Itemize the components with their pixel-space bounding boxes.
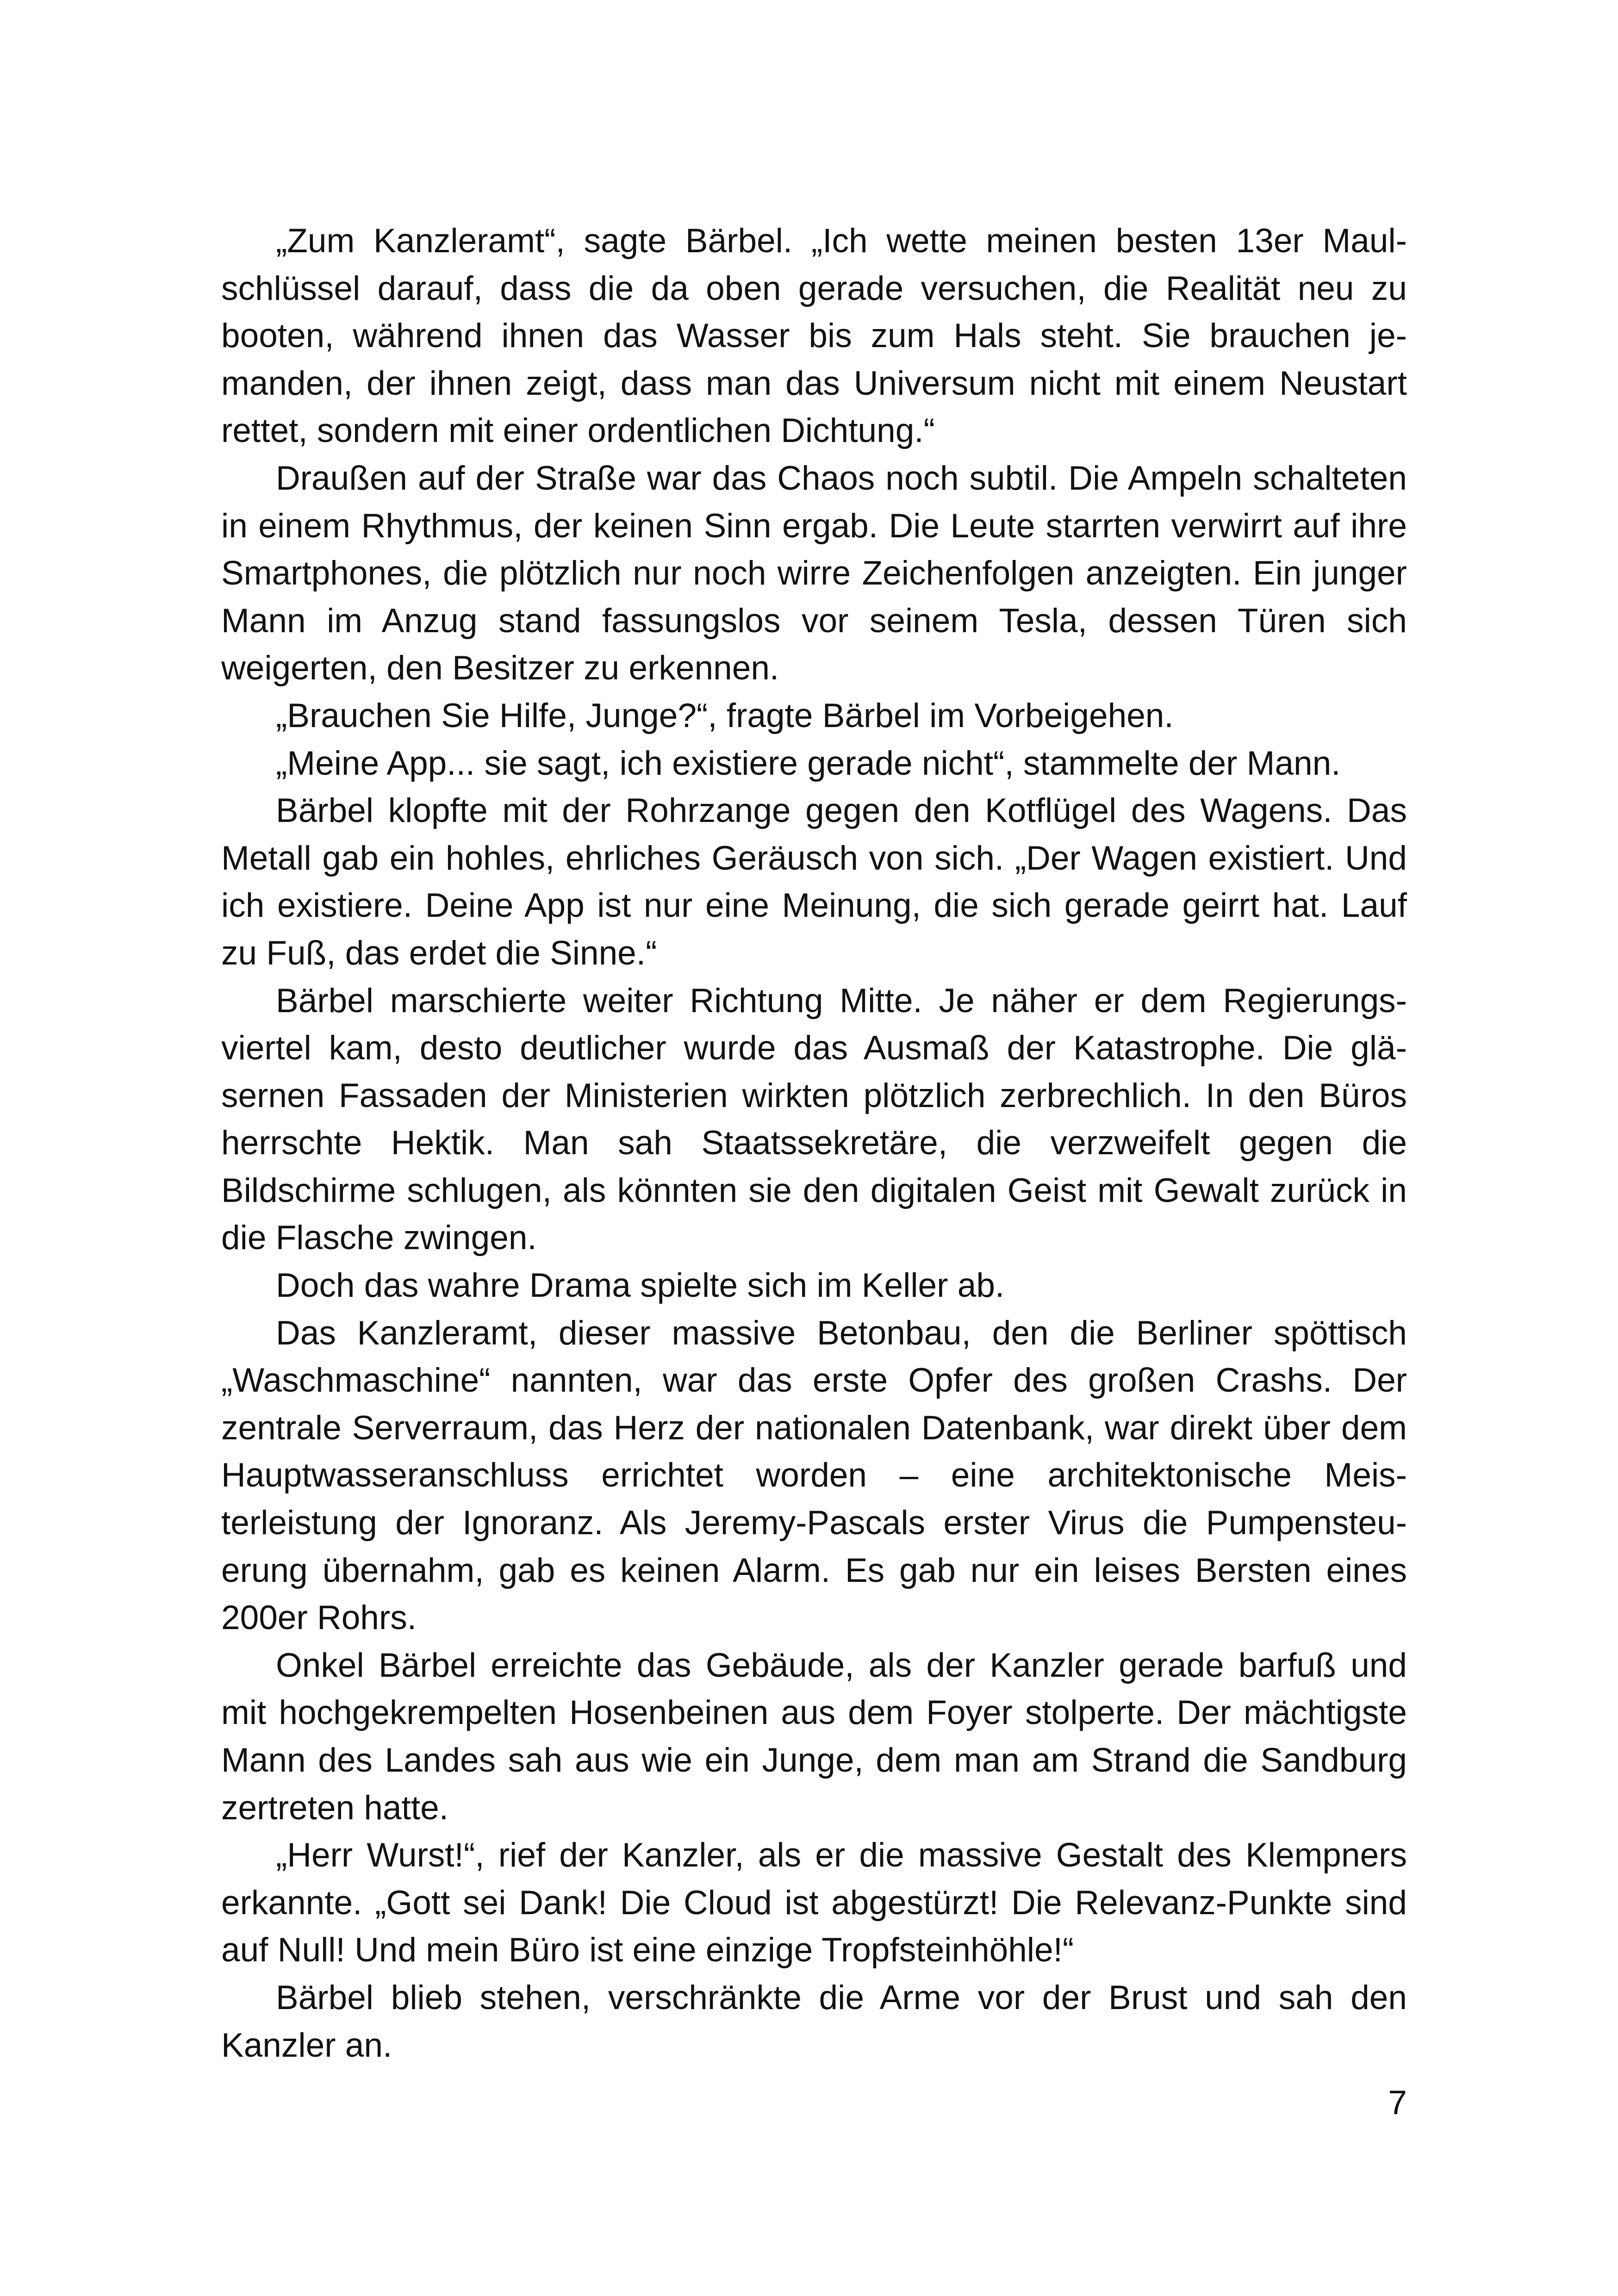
paragraph: „Herr Wurst!“, rief der Kanzler, als er die massive Gestalt des Klempners erkannte. „Gott sei Dank! Die Cloud ist abgestürzt! Die Relevanz-Punkte sind auf Null! Und mein Büro ist eine einzige Tropfsteinhöhle!“	[221, 1836, 1407, 1969]
body-text	[221, 218, 1407, 2069]
paragraph: Bärbel blieb stehen, verschränkte die Arme vor der Brust und sah den Kanzler an.	[221, 1979, 1407, 2064]
paragraph: Bärbel klopfte mit der Rohrzange gegen den Kotflügel des Wagens. Das Metall gab ein hohles, ehrliches Geräusch von sich. „Der Wagen existiert. Und ich existiere. Deine App ist nur eine Meinung, die sich gerade geirrt hat. Lauf zu Fuß, das erdet die Sinne.“	[221, 792, 1407, 972]
paragraph: Doch das wahre Drama spielte sich im Keller ab.	[276, 1267, 1005, 1305]
paragraph: „Zum Kanzleramt“, sagte Bärbel. „Ich wette meinen besten 13er Maulschlüssel darauf, dass die da oben gerade versuchen, die Realität neu zu booten, während ihnen das Wasser bis zum Hals steht. Sie brauchen jemanden, der ihnen zeigt, dass man das Universum nicht mit einem Neustart rettet, sondern mit einer ordentlichen Dichtung.“	[221, 222, 1407, 450]
page-number: 7	[1388, 2084, 1407, 2122]
paragraph: Draußen auf der Straße war das Chaos noch subtil. Die Ampeln schalteten in einem Rhythmus, der keinen Sinn ergab. Die Leute starrten verwirrt auf ihre Smartphones, die plötzlich nur noch wirre Zeichenfolgen anzeigten. Ein junger Mann im Anzug stand fassungslos vor seinem Tesla, dessen Türen sich weigerten, den Besitzer zu erkennen.	[221, 459, 1407, 687]
paragraph: Bärbel marschierte weiter Richtung Mitte. Je näher er dem Regierungsviertel kam, desto deutlicher wurde das Ausmaß der Katastrophe. Die gläsernen Fassaden der Ministerien wirkten plötzlich zerbrechlich. In den Büros herrschte Hektik. Man sah Staatssekretäre, die verzweifelt gegen die Bildschirme schlugen, als könnten sie den digitalen Geist mit Gewalt zurück in die Flasche zwingen.	[221, 982, 1407, 1257]
paragraph: Das Kanzleramt, dieser massive Betonbau, den die Berliner spöttisch „Waschmaschine“ nannten, war das erste Opfer des großen Crashs. Der zentrale Serverraum, das Herz der nationalen Datenbank, war direkt über dem Hauptwasseranschluss errichtet worden – eine architektonische Meisterleistung der Ignoranz. Als Jeremy-Pascals erster Virus die Pumpensteuerung übernahm, gab es keinen Alarm. Es gab nur ein leises Bersten eines 200er Rohrs.	[221, 1314, 1407, 1637]
paragraph: „Meine App... sie sagt, ich existiere gerade nicht“, stammelte der Mann.	[276, 744, 1341, 782]
paragraph: „Brauchen Sie Hilfe, Junge?“, fragte Bärbel im Vorbeigehen.	[276, 697, 1174, 734]
paragraph: Onkel Bärbel erreichte das Gebäude, als der Kanzler gerade barfuß und mit hochgekrempelten Hosenbeinen aus dem Foyer stolperte. Der mächtigste Mann des Landes sah aus wie ein Junge, dem man am Strand die Sandburg zertreten hatte.	[221, 1646, 1407, 1827]
